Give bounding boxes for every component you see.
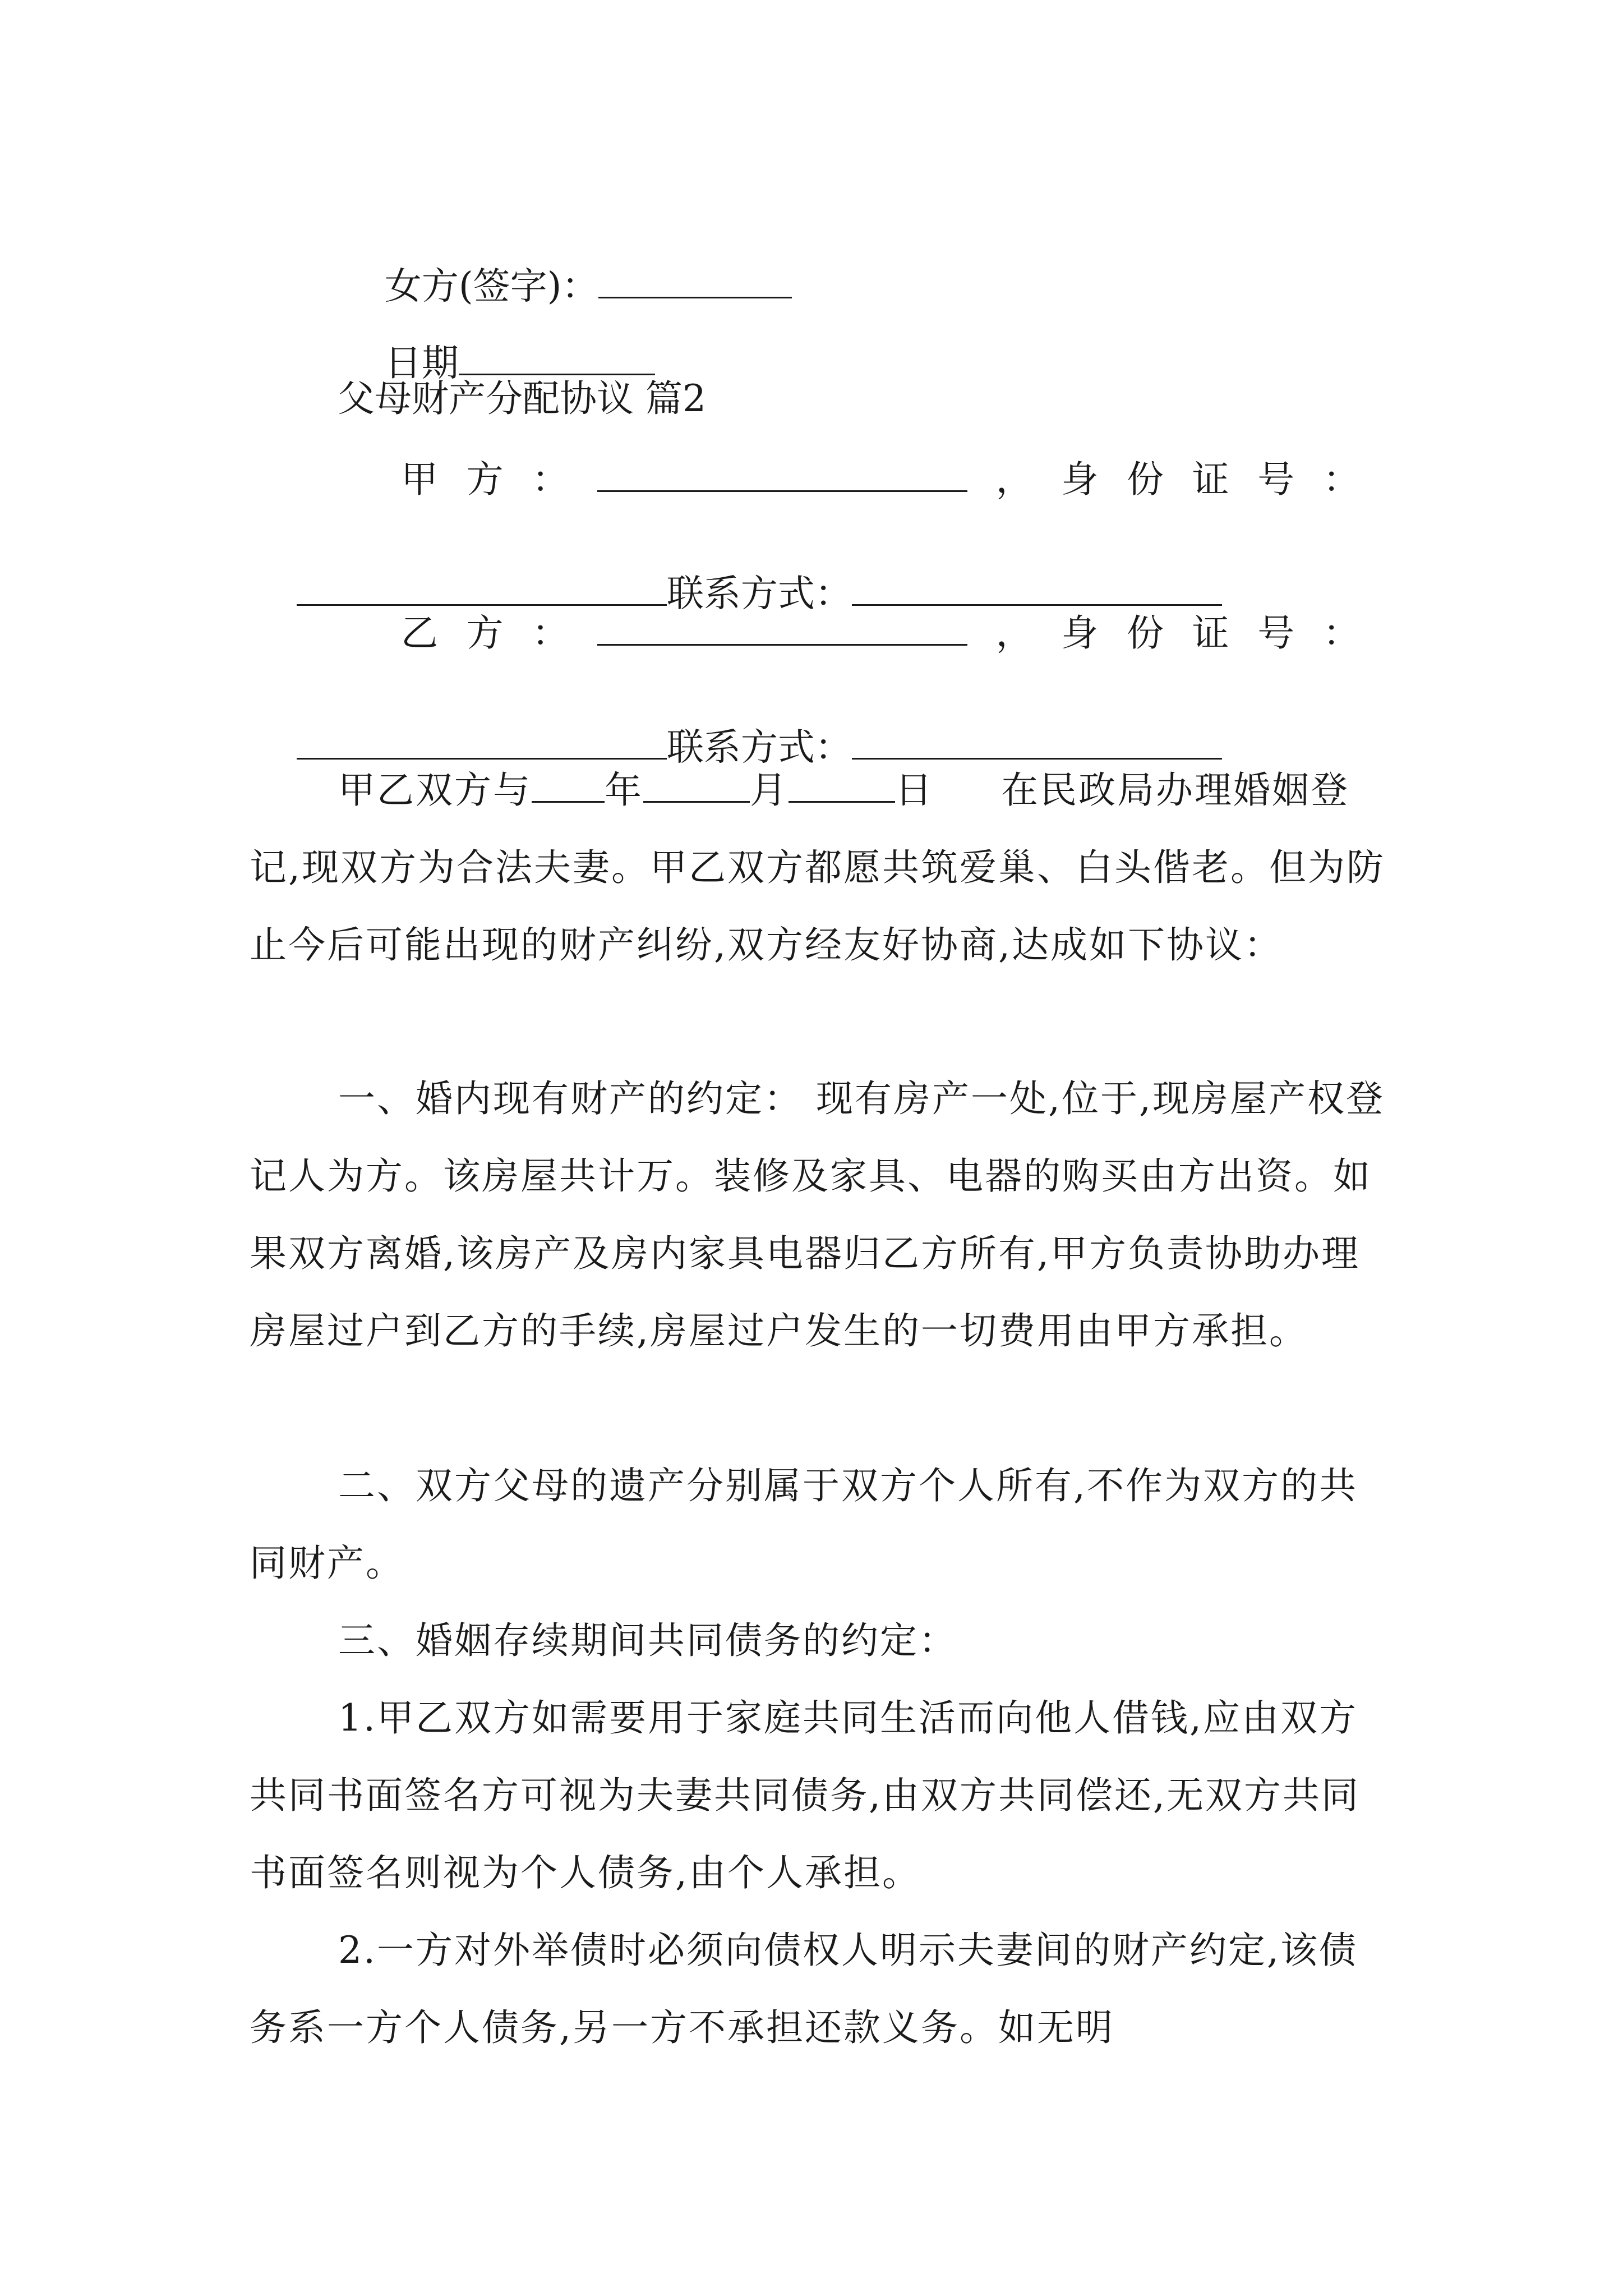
party-a-label-char: ： <box>532 458 569 501</box>
party-a-id-char: 证 <box>1192 458 1229 501</box>
party-a-id-char: 号 <box>1257 458 1295 501</box>
intro-text: 在民政局办理婚姻 <box>1001 769 1311 812</box>
party-a-name-blank <box>597 457 967 492</box>
party-b-contact-label: 联系方式： <box>666 725 852 769</box>
party-a-contact-blank <box>852 571 1222 606</box>
party-b-id-char: 号 <box>1257 611 1295 655</box>
party-a-id-char: ， <box>995 458 1033 501</box>
month-blank <box>643 768 750 803</box>
intro-day-label: 日 <box>895 769 934 812</box>
party-a-label-char: 甲 <box>401 458 438 501</box>
party-a-label-char: 方 <box>466 458 504 501</box>
party-b-id-char: ， <box>995 611 1033 655</box>
woman-signature-label: 女方(签字)： <box>384 264 599 308</box>
section-title: 父母财产分配协议 篇2 <box>338 377 706 420</box>
intro-text-rest: 登记,现双方为合法夫妻。甲乙双方都愿共筑爱巢、白头偕老。但为防止今后可能出现的财产纠纷,双方经友好协商,达成如下协议： <box>250 769 1385 967</box>
party-b-line <box>401 611 1360 655</box>
party-b-id-char: ： <box>1322 611 1360 655</box>
date-label: 日期 <box>384 341 459 385</box>
year-blank <box>532 768 605 803</box>
party-b-name-blank <box>597 611 967 646</box>
date-blank <box>459 341 655 375</box>
party-b-label-char: 乙 <box>401 611 438 655</box>
party-a-id-char: 身 <box>1061 458 1099 501</box>
clause-paragraph: 二、双方父母的遗产分别属于双方个人所有,不作为双方的共同财产。 <box>250 1464 1358 1585</box>
clause-paragraph: 三、婚姻存续期间共同债务的约定： <box>338 1619 957 1662</box>
clause-paragraph: 1.甲乙双方如需要用于家庭共同生活而向他人借钱,应由双方共同书面签名方可视为夫妻共同债务,由双方共同偿还,无双方共同书面签名则视为个人债务,由个人承担。 <box>250 1696 1360 1894</box>
party-a-id-blank <box>297 571 667 606</box>
woman-signature-blank <box>598 264 792 298</box>
party-b-id-char: 身 <box>1061 611 1099 655</box>
party-a-contact-label: 联系方式： <box>666 572 852 615</box>
party-b-label-char: ： <box>532 611 569 655</box>
intro-paragraph <box>250 752 1389 984</box>
intro-text: 甲乙双方与 <box>338 769 532 812</box>
party-b-id-char: 证 <box>1192 611 1229 655</box>
party-b-label-char: 方 <box>466 611 504 655</box>
clause-paragraph: 2.一方对外举债时必须向债权人明示夫妻间的财产约定,该债务系一方个人债务,另一方不承担还款义务。如无明 <box>250 1929 1358 2049</box>
intro-month-label: 月 <box>750 769 789 812</box>
party-a-line <box>401 457 1360 501</box>
party-a-id-char: ： <box>1322 458 1360 501</box>
intro-year-label: 年 <box>605 769 643 812</box>
party-b-id-char: 份 <box>1126 611 1164 655</box>
party-a-id-char: 份 <box>1126 458 1164 501</box>
day-blank <box>789 768 895 803</box>
clause-paragraph: 一、婚内现有财产的约定： 现有房产一处,位于,现房屋产权登记人为方。该房屋共计万。装修及家具、电器的购买由方出资。如果双方离婚,该房产及房内家具电器归乙方所有,甲方负责协助办理房屋过户到乙方的手续,房屋过户发生的一切费用由甲方承担。 <box>250 1077 1385 1352</box>
